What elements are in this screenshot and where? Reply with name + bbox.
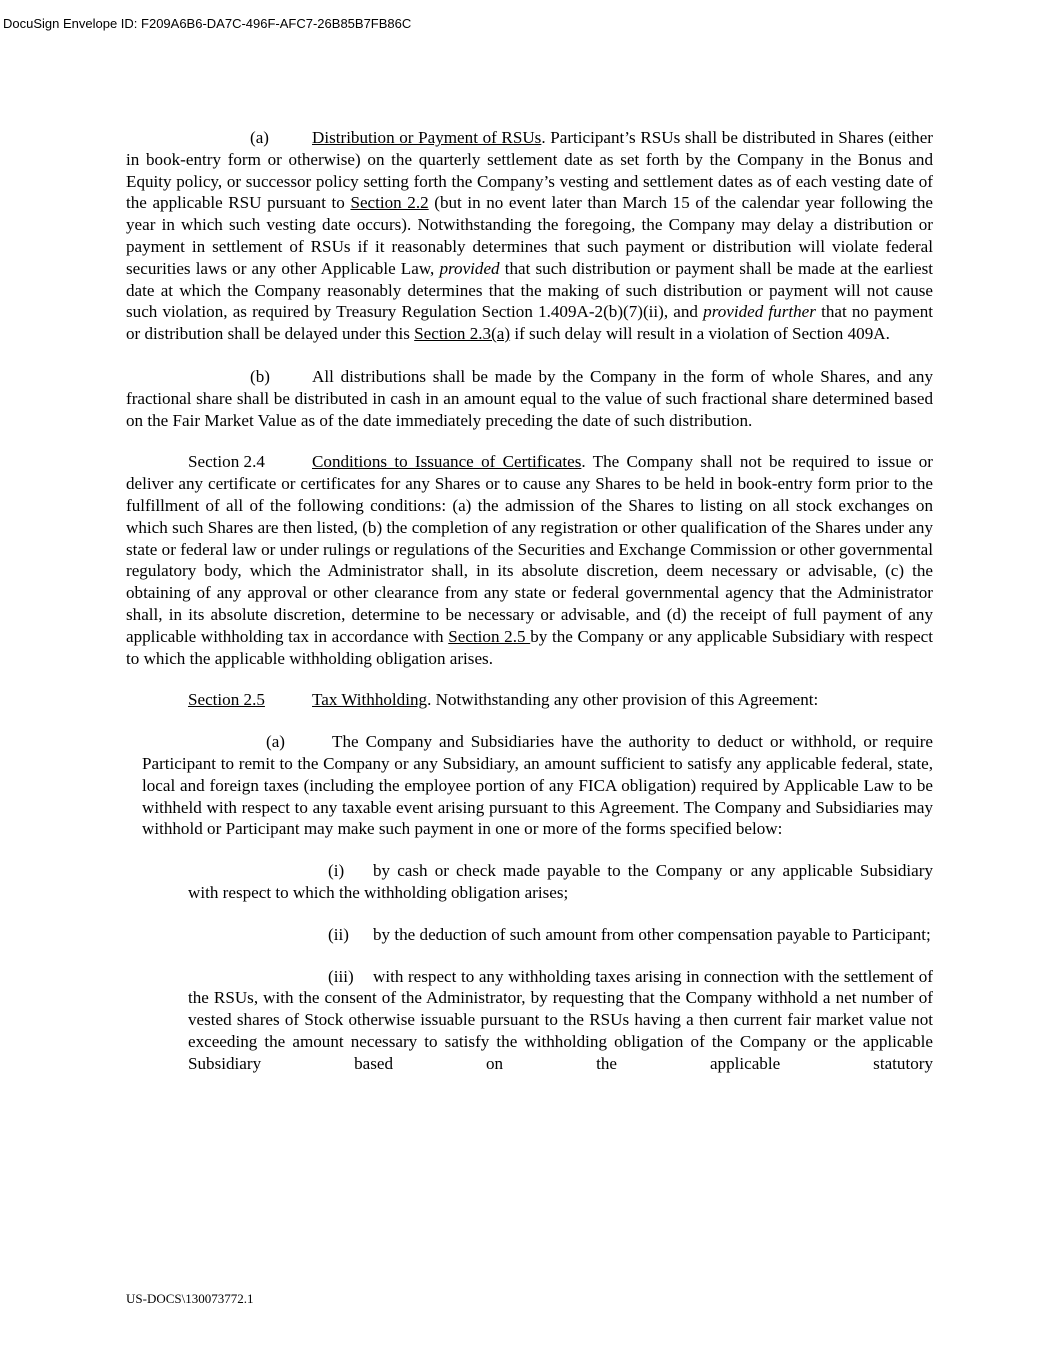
emphasis-text: provided xyxy=(439,258,500,278)
section-text: by the Company or any applicable Subsidiary with respect to which the applicable withholding obligation arises. xyxy=(126,626,933,668)
section-title: Tax Withholding xyxy=(312,690,428,710)
section-2-3-b xyxy=(126,366,933,431)
clause-label: (i) xyxy=(328,861,345,881)
cross-reference: Section 2.5 xyxy=(448,626,531,646)
section-text: . Notwithstanding any other provision of this Agreement: xyxy=(427,690,819,710)
document-body xyxy=(126,127,933,1074)
section-number-wrap xyxy=(188,689,312,711)
clause-text: by the deduction of such amount from other compensation payable to Participant; xyxy=(373,924,931,944)
clause-text: that such distribution or payment shall be made at the earliest date at which the Company reasonably determines that the making of such distribution or payment will not cause such violation, as required by Treasury Regulation Section 1.409A-2(b)(7)(ii), and xyxy=(126,258,933,322)
clause-label: (a) xyxy=(266,732,285,752)
emphasis-text: provided further xyxy=(703,302,816,322)
section-number: Section 2.5 xyxy=(188,690,265,710)
section-2-5-a xyxy=(142,731,933,840)
clause-label: (iii) xyxy=(328,966,354,986)
section-2-5-a-iii xyxy=(188,966,933,1075)
clause-label: (a) xyxy=(250,128,269,147)
section-title: Conditions to Issuance of Certificates xyxy=(312,452,582,472)
cross-reference: Section 2.2 xyxy=(350,193,429,213)
clause-title: Distribution or Payment of RSUs xyxy=(312,128,542,147)
section-2-5 xyxy=(126,689,933,711)
clause-text: with respect to any withholding taxes arising in connection with the settlement of the RSUs, with the consent of the Administrator, by requesting that the Company withhold a net number of vested shares of Stock otherwise issuable pursuant to the RSUs having a then current fair market value not exceeding the amount necessary to satisfy the withholding obligation of the Company or the applicable Subsidiary based on the applicable statutory xyxy=(188,966,933,1073)
clause-text: The Company and Subsidiaries have the authority to deduct or withhold, or require Participant to remit to the Company or any Subsidiary, an amount sufficient to satisfy any applicable federal, state, local and foreign taxes (including the employee portion of any FICA obligation) required by Applicable Law to be withheld with respect to any taxable event arising pursuant to this Agreement. The Company and Subsidiaries may withhold or Participant may make such payment in one or more of the forms specified below: xyxy=(142,732,933,839)
section-2-5-a-ii xyxy=(188,924,933,946)
clause-text: if such delay will result in a violation of Section 409A. xyxy=(510,324,890,344)
clause-text: by cash or check made payable to the Company or any applicable Subsidiary with respect to which the withholding obligation arises; xyxy=(188,861,933,902)
section-text: . The Company shall not be required to issue or deliver any certificate or certificates for any Shares or to cause any Shares to be held in book-entry form prior to the fulfillment of all of the following conditions: (a) the admission of the Shares to listing on all stock exchanges on which such Shares are then listed, (b) the completion of any registration or other qualification of the Shares under any state or federal law or under rulings or regulations of the Securities and Exchange Commission or other governmental regulatory body, which the Administrator shall, in its absolute discretion, deem necessary or advisable, (c) the obtaining of any approval or other clearance from any state or federal governmental agency that the Administrator shall, in its absolute discretion, determine to be necessary or advisable, and (d) the receipt of full payment of any applicable withholding tax in accordance with xyxy=(126,452,933,646)
clause-label: (b) xyxy=(250,366,270,386)
docusign-envelope-id: DocuSign Envelope ID: F209A6B6-DA7C-496F-AFC7-26B85B7FB86C xyxy=(3,16,412,31)
section-2-3-a xyxy=(126,127,933,345)
cross-reference: Section 2.3(a) xyxy=(414,324,511,344)
section-2-4 xyxy=(126,451,933,669)
document-footer-id: US-DOCS\130073772.1 xyxy=(126,1291,254,1306)
clause-text: . Participant’s RSUs shall be distributed in Shares (either in book-entry form or otherwise) on the quarterly settlement date as set forth by the Company in the Bonus and Equity policy, or successor policy setting forth the Company’s vesting and settlement dates as of each vesting date of the applicable RSU pursuant to xyxy=(126,128,934,213)
clause-text: (but in no event later than March 15 of the calendar year following the year in which such vesting date occurs). Notwithstanding the foregoing, the Company may delay a distribution or payment in settlement of RSUs if it reasonably determines that such payment or distribution will violate federal securities laws or any other Applicable Law, xyxy=(126,193,934,278)
clause-text: that no payment or distribution shall be delayed under this xyxy=(126,302,933,344)
section-2-5-a-i xyxy=(188,860,933,904)
clause-text: All distributions shall be made by the Company in the form of whole Shares, and any fractional share shall be distributed in cash in an amount equal to the value of such fractional share determined based on the Fair Market Value as of the date immediately preceding the date of such distribution. xyxy=(126,366,933,430)
section-number: Section 2.4 xyxy=(188,452,265,472)
clause-label: (ii) xyxy=(328,924,349,944)
